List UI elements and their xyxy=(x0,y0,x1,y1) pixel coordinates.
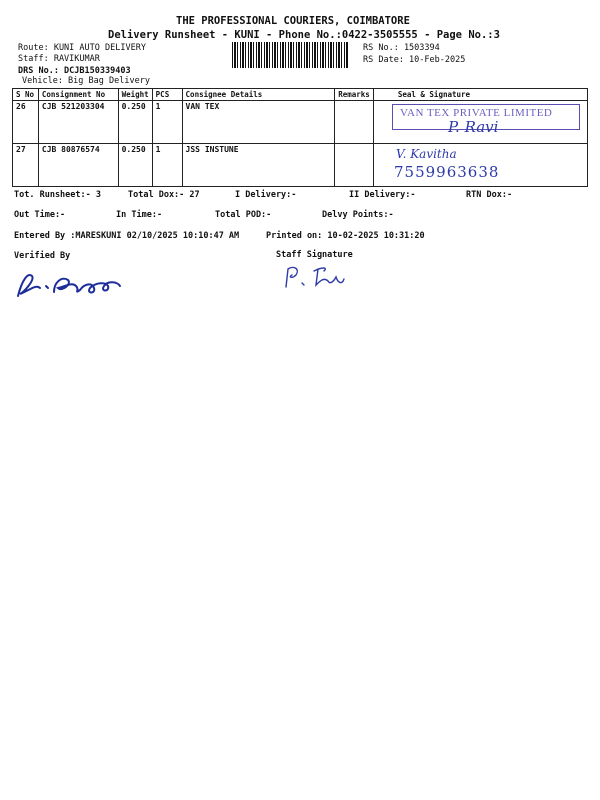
col-sno: S No xyxy=(13,89,39,101)
cell-remarks xyxy=(335,144,374,187)
cell-consignee: JSS INSTUNE xyxy=(182,144,335,187)
cell-sno: 26 xyxy=(13,101,39,144)
tot-runsheet: Tot. Runsheet:- 3 xyxy=(14,190,101,200)
table-header-row xyxy=(13,89,588,101)
company-title: THE PROFESSIONAL COURIERS, COIMBATORE xyxy=(176,15,410,27)
col-pcs: PCS xyxy=(152,89,182,101)
col-seal: Seal & Signature xyxy=(373,89,587,101)
col-consignee: Consignee Details xyxy=(182,89,335,101)
entered-by: Entered By :MARESKUNI 02/10/2025 10:10:47 AM xyxy=(14,231,240,241)
cell-consignment: CJB 80876574 xyxy=(38,144,118,187)
col-consignment: Consignment No xyxy=(38,89,118,101)
drs-number: DRS No.: DCJB150339403 xyxy=(18,66,131,76)
seal-stamp-text: VAN TEX PRIVATE LIMITED xyxy=(400,107,553,119)
col-remarks: Remarks xyxy=(335,89,374,101)
barcode xyxy=(232,42,348,68)
printed-on: Printed on: 10-02-2025 10:31:20 xyxy=(266,231,425,241)
cell-sno: 27 xyxy=(13,144,39,187)
runsheet-table xyxy=(12,88,588,187)
cell-remarks xyxy=(335,101,374,144)
col-weight: Weight xyxy=(118,89,152,101)
runsheet-subtitle: Delivery Runsheet - KUNI - Phone No.:0422-3505555 - Page No.:3 xyxy=(108,29,500,41)
staff-signature xyxy=(278,263,358,293)
cell-weight: 0.250 xyxy=(118,101,152,144)
total-pod: Total POD:- xyxy=(215,210,272,220)
staff-label: Staff: RAVIKUMAR xyxy=(18,54,100,64)
row1-signature: P. Ravi xyxy=(448,118,499,136)
staff-signature-label: Staff Signature xyxy=(276,250,353,260)
cell-pcs: 1 xyxy=(152,101,182,144)
verified-signature xyxy=(10,266,125,304)
receiver-name: V. Kavitha xyxy=(396,147,457,161)
cell-consignee: VAN TEX xyxy=(182,101,335,144)
rs-date: RS Date: 10-Feb-2025 xyxy=(363,55,466,65)
receiver-phone: 7559963638 xyxy=(394,163,500,181)
ii-delivery: II Delivery:- xyxy=(349,190,416,200)
cell-consignment: CJB 521203304 xyxy=(38,101,118,144)
cell-pcs: 1 xyxy=(152,144,182,187)
in-time: In Time:- xyxy=(116,210,163,220)
route-label: Route: KUNI AUTO DELIVERY xyxy=(18,43,146,53)
verified-by-label: Verified By xyxy=(14,251,71,261)
rs-number: RS No.: 1503394 xyxy=(363,43,440,53)
i-delivery: I Delivery:- xyxy=(235,190,297,200)
out-time: Out Time:- xyxy=(14,210,66,220)
delvy-points: Delvy Points:- xyxy=(322,210,394,220)
total-dox: Total Dox:- 27 xyxy=(128,190,200,200)
table-row xyxy=(13,144,588,187)
vehicle-label: Vehicle: Big Bag Delivery xyxy=(22,76,150,86)
cell-weight: 0.250 xyxy=(118,144,152,187)
rtn-dox: RTN Dox:- xyxy=(466,190,513,200)
